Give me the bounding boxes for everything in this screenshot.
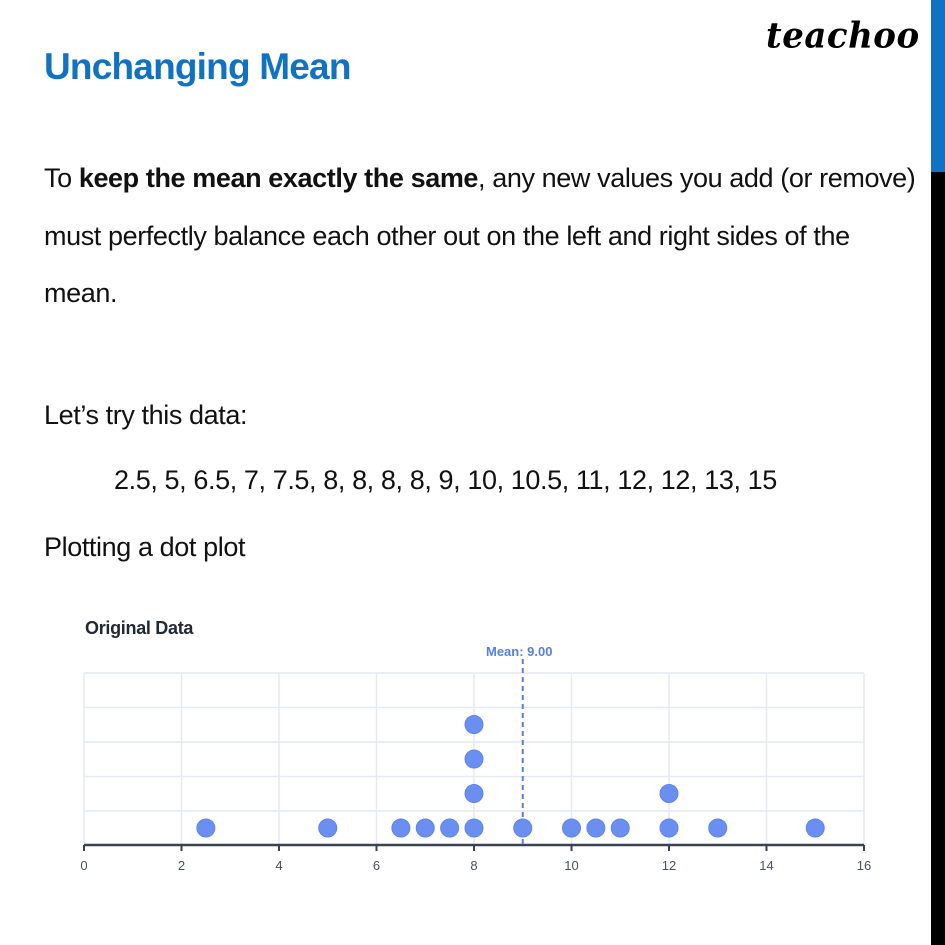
mean-label: Mean: 9.00 (486, 644, 553, 659)
data-dot (563, 819, 581, 837)
intro-suffix: , any new values you add (or remove) must perfectly balance each other out on the left and right sides of the mean. (44, 163, 916, 308)
data-dot (587, 819, 605, 837)
data-dot (197, 819, 215, 837)
intro-bold: keep the mean exactly the same (78, 163, 479, 193)
chart-title: Original Data (85, 618, 194, 638)
x-tick-label: 12 (661, 858, 677, 873)
intro-prefix: To (44, 163, 79, 193)
data-dot (611, 819, 629, 837)
data-dot (416, 819, 434, 837)
data-dot (392, 819, 410, 837)
plot-intro: Plotting a dot plot (44, 532, 246, 562)
page-title: Unchanging Mean (44, 46, 351, 87)
x-tick-label: 16 (856, 858, 872, 873)
x-tick-label: 2 (177, 858, 186, 873)
data-values: 2.5, 5, 6.5, 7, 7.5, 8, 8, 8, 8, 9, 10, 10.5, 11, 12, 12, 13, 15 (114, 465, 777, 495)
data-dot (319, 819, 337, 837)
data-dot (514, 819, 532, 837)
x-tick-label: 0 (80, 858, 88, 873)
data-dot (465, 819, 483, 837)
data-dot (660, 785, 678, 803)
data-dot (465, 716, 483, 734)
x-tick-label: 8 (470, 858, 478, 873)
x-tick-label: 4 (275, 858, 283, 873)
x-tick-label: 14 (759, 858, 774, 873)
data-dot (660, 819, 678, 837)
data-dot (709, 819, 727, 837)
data-dot (465, 785, 483, 803)
teachoo-logo: teachoo (766, 15, 920, 57)
data-dot (806, 819, 824, 837)
x-tick-label: 6 (372, 858, 381, 873)
data-intro: Let’s try this data: (44, 400, 248, 430)
x-tick-label: 10 (564, 858, 579, 873)
data-dot (465, 750, 483, 768)
data-dot (441, 819, 459, 837)
